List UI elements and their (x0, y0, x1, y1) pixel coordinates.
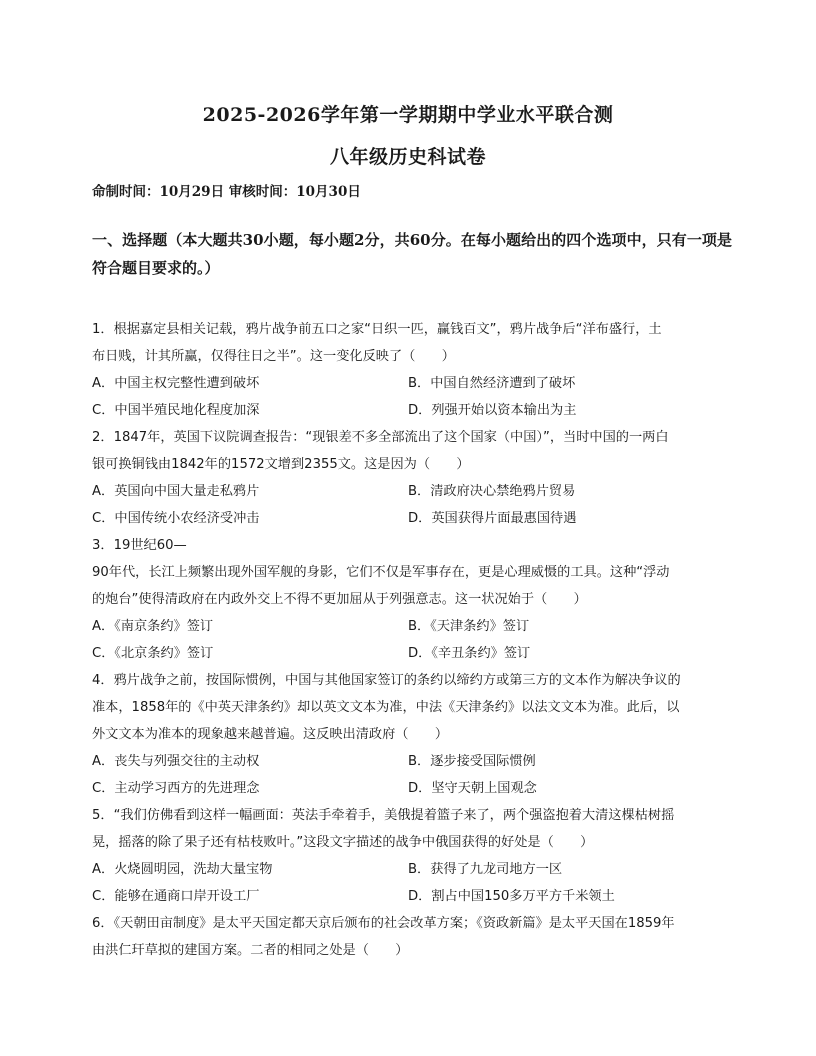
option-c: C．《北京条约》签订 (92, 646, 214, 661)
option-d: D．坚守天朝上国观念 (408, 781, 537, 796)
option-d: D．列强开始以资本输出为主 (408, 403, 577, 418)
question-stem-line: 5．“我们仿佛看到这样一幅画面：英法手牵着手，美俄提着篮子来了，两个强盗抱着大清这棵枯树摇 (92, 808, 675, 823)
question-6 (92, 910, 728, 964)
question-3 (92, 532, 728, 667)
exam-meta: 命制时间：10月29日 审核时间：10月30日 (92, 184, 361, 200)
option-b: B．中国自然经济遭到了破坏 (408, 376, 576, 391)
question-stem-line: 外文文本为准本的现象越来越普遍。这反映出清政府（ ） (92, 727, 449, 742)
question-stem-line: 的炮台”使得清政府在内政外交上不得不更加屈从于列强意志。这一状况始于（ ） (92, 592, 587, 607)
option-a: A．丧失与列强交往的主动权 (92, 754, 260, 769)
question-stem-line: 准本，1858年的《中英天津条约》却以英文文本为准，中法《天津条约》以法文文本为准。此后，以 (92, 700, 680, 715)
question-stem-line: 由洪仁玕草拟的建国方案。二者的相同之处是（ ） (92, 943, 409, 958)
option-c: C．中国传统小农经济受冲击 (92, 511, 260, 526)
question-stem-line: 晃，摇落的除了果子还有枯枝败叶。”这段文字描述的战争中俄国获得的好处是（ ） (92, 835, 594, 850)
question-options (92, 856, 728, 910)
question-stem-line: 银可换铜钱由1842年的1572文增到2355文。这是因为（ ） (92, 457, 470, 472)
section-heading: 一、选择题（本大题共30小题，每小题2分，共60分。在每小题给出的四个选项中，只有一项是符合题目要求的。） (92, 231, 732, 277)
question-stem-line: 3．19世纪60— (92, 538, 187, 553)
option-b: B．清政府决心禁绝鸦片贸易 (408, 484, 576, 499)
option-b: B．获得了九龙司地方一区 (408, 862, 563, 877)
question-stem-line: 4．鸦片战争之前，按国际惯例，中国与其他国家签订的条约以缔约方或第三方的文本作为解决争议的 (92, 673, 681, 688)
option-c: C．能够在通商口岸开设工厂 (92, 889, 260, 904)
question-stem-line: 布日贱，计其所赢，仅得往日之半”。这一变化反映了（ ） (92, 349, 455, 364)
option-c: C．主动学习西方的先进理念 (92, 781, 260, 796)
question-5 (92, 802, 728, 910)
question-options (92, 370, 728, 424)
exam-subtitle: 八年级历史科试卷 (329, 146, 486, 168)
option-a: A．中国主权完整性遭到破坏 (92, 376, 260, 391)
option-d: D．英国获得片面最惠国待遇 (408, 511, 577, 526)
question-stem-line: 90年代，长江上频繁出现外国军舰的身影，它们不仅是军事存在，更是心理威慑的工具。这种“浮动 (92, 565, 670, 580)
option-b: B．《天津条约》签订 (408, 619, 530, 634)
option-d: D．《辛丑条约》签订 (408, 646, 531, 661)
question-2 (92, 424, 728, 532)
option-b: B．逐步接受国际惯例 (408, 754, 536, 769)
option-a: A．《南京条约》签订 (92, 619, 214, 634)
question-options (92, 748, 728, 802)
question-options (92, 613, 728, 667)
option-a: A．英国向中国大量走私鸦片 (92, 484, 260, 499)
question-options (92, 478, 728, 532)
question-stem-line: 2．1847年，英国下议院调查报告：“现银差不多全部流出了这个国家（中国）”，当时中国的一两白 (92, 430, 669, 445)
question-4 (92, 667, 728, 802)
question-1 (92, 316, 728, 424)
question-stem-line: 1．根据嘉定县相关记载，鸦片战争前五口之家“日织一匹，赢钱百文”，鸦片战争后“洋布盛行，土 (92, 322, 662, 337)
option-a: A．火烧圆明园，洗劫大量宝物 (92, 862, 273, 877)
exam-title: 2025-2026学年第一学期期中学业水平联合测 (202, 104, 614, 126)
question-stem-line: 6．《天朝田亩制度》是太平天国定都天京后颁布的社会改革方案；《资政新篇》是太平天国在1859年 (92, 916, 675, 931)
option-d: D．割占中国150多万平方千米领土 (408, 889, 615, 904)
question-list (92, 316, 728, 964)
option-c: C．中国半殖民地化程度加深 (92, 403, 260, 418)
